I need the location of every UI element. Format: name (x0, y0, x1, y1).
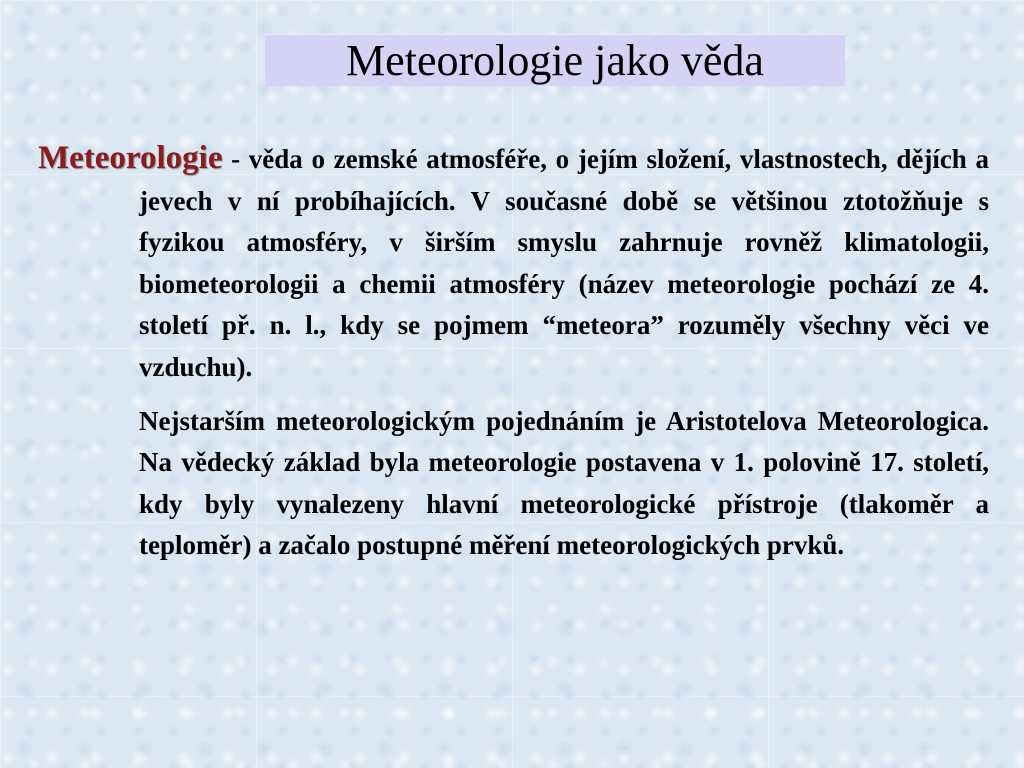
slide-body (38, 138, 989, 567)
term-meteorologie: Meteorologie (38, 140, 223, 176)
slide-title: Meteorologie jako věda (346, 35, 764, 85)
paragraph-definition (38, 138, 989, 389)
paragraph-history: Nejstarším meteorologickým pojednáním je Aristotelova Meteorologica. Na vědecký základ byla meteorologie postavena v 1. polovině 17. století, kdy byly vynalezeny hlavní meteorologické přístroje (tlakoměr a teploměr) a začalo postupné měření meteorologických prvků. (139, 405, 989, 561)
definition-text: - věda o zemské atmosféře, o jejím složení, vlastnostech, dějích a jevech v ní probíhajících. V současné době se většinou ztotožňuje s fyzikou atmosféry, v širším smyslu zahrnuje rovněž klimatologii, biometeorologii a chemii atmosféry (název meteorologie pochází ze 4. století př. n. l., kdy se pojmem “meteora” rozuměly všechny věci ve vzduchu). (139, 144, 989, 382)
title-box (265, 34, 845, 86)
